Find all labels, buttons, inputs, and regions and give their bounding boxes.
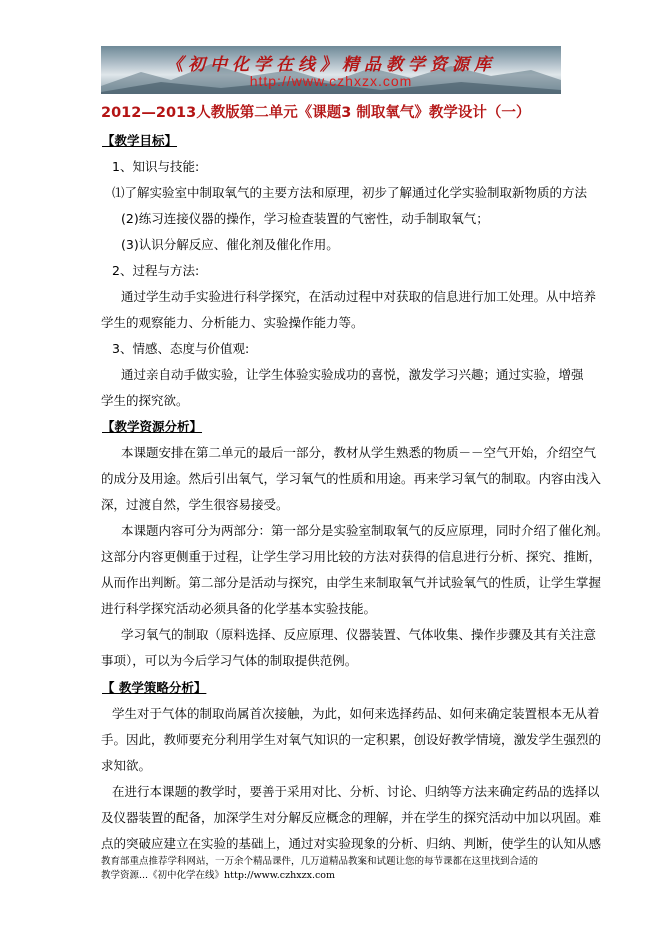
paragraph-line: 及仪器装置的配备，加深学生对分解反应概念的理解，并在学生的探究活动中加以巩固。难	[101, 810, 602, 825]
paragraph-line: 通过学生动手实验进行科学探究，在活动过程中对获取的信息进行加工处理。从中培养	[121, 289, 597, 304]
section-heading-resources: 【教学资源分析】	[102, 419, 203, 434]
paragraph-line: 本课题内容可分为两部分：第一部分是实验室制取氧气的反应原理，同时介绍了催化剂。	[121, 523, 609, 538]
paragraph-line: 点的突破应建立在实验的基础上，通过对实验现象的分析、归纳、判断，使学生的认知从感	[101, 836, 602, 851]
paragraph-line: 通过亲自动手做实验，让学生体验实验成功的喜悦，激发学习兴趣；通过实验，增强	[121, 367, 584, 382]
paragraph-line: (3)认识分解反应、催化剂及催化作用。	[121, 237, 339, 252]
paragraph-line: 进行科学探究活动必须具备的化学基本实验技能。	[101, 601, 377, 616]
paragraph-line: 本课题安排在第二单元的最后一部分，教材从学生熟悉的物质－－空气开始，介绍空气	[121, 445, 597, 460]
paragraph-line: 手。因此，教师要充分利用学生对氧气知识的一定积累，创设好教学情境，激发学生强烈的	[101, 732, 602, 747]
paragraph-line: 学习氧气的制取（原料选择、反应原理、仪器装置、气体收集、操作步骤及其有关注意	[121, 627, 597, 642]
paragraph-line: 深，过渡自然，学生很容易接受。	[101, 497, 289, 512]
document-title: 2012—2013人教版第二单元《课题3 制取氧气》教学设计（一）	[101, 105, 531, 121]
section-heading-strategy: 【 教学策略分析】	[102, 680, 207, 695]
paragraph-line: 的成分及用途。然后引出氧气，学习氧气的性质和用途。再来学习氧气的制取。内容由浅入	[101, 471, 602, 486]
paragraph-line: 在进行本课题的教学时，要善于采用对比、分析、讨论、归纳等方法来确定药品的选择以	[112, 784, 600, 799]
section-heading-objectives: 【教学目标】	[102, 133, 178, 148]
paragraph-line: 求知欲。	[101, 758, 152, 773]
banner-url[interactable]: http://www.czhxzx.com	[249, 73, 413, 89]
banner-title: 《初中化学在线》精品教学资源库	[166, 55, 496, 75]
paragraph-line: (2)练习连接仪器的操作，学习检查装置的气密性，动手制取氧气；	[121, 211, 489, 226]
header-banner	[101, 46, 561, 94]
paragraph-line: 这部分内容更侧重于过程，让学生学习用比较的方法对获得的信息进行分析、探究、推断，	[101, 549, 602, 564]
paragraph-line: 学生对于气体的制取尚属首次接触，为此，如何来选择药品、如何来确定装置根本无从着	[112, 706, 600, 721]
footer-line: 教育部重点推荐学科网站，一万余个精品课件，几万道精品教案和试题让您的每节课都在这里找到合适的	[101, 856, 539, 867]
subheading-process: 2、过程与方法:	[112, 263, 200, 278]
paragraph-line: 事项），可以为今后学习气体的制取提供范例。	[101, 653, 358, 668]
subheading-attitude: 3、情感、态度与价值观:	[112, 341, 250, 356]
paragraph-line: 学生的探究欲。	[101, 393, 189, 408]
paragraph-line: ⑴了解实验室中制取氧气的主要方法和原理，初步了解通过化学实验制取新物质的方法	[112, 185, 588, 200]
footer-line: 教学资源...《初中化学在线》http://www.czhxzx.com	[101, 870, 336, 881]
subheading-knowledge: 1、知识与技能:	[112, 159, 200, 174]
paragraph-line: 从而作出判断。第二部分是活动与探究，由学生来制取氧气并试验氧气的性质，让学生掌握	[101, 575, 602, 590]
paragraph-line: 学生的观察能力、分析能力、实验操作能力等。	[101, 315, 364, 330]
